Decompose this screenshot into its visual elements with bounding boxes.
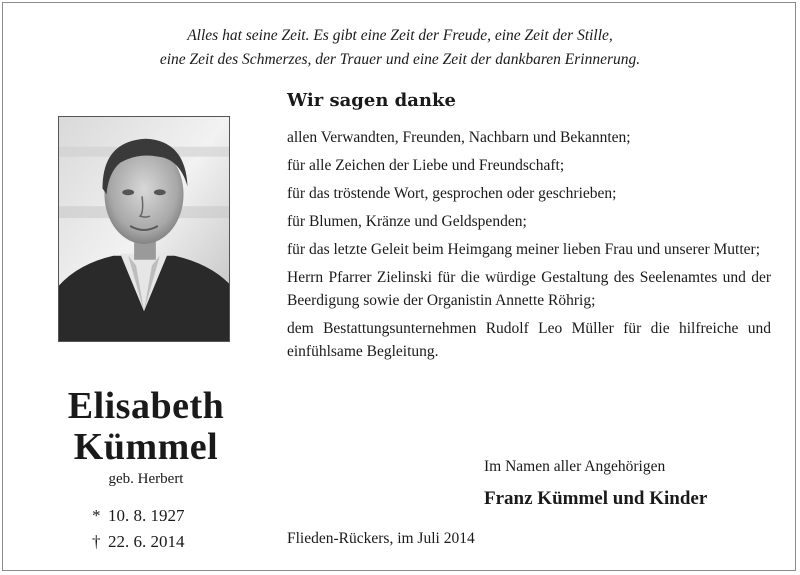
deceased-last-name: Kümmel (73, 426, 219, 468)
birth-name: geb. Herbert (108, 471, 184, 487)
death-date: 22. 6. 2014 (108, 532, 185, 551)
birth-symbol: * (92, 506, 101, 525)
thanks-line: für Blumen, Kränze und Geldspenden; (287, 213, 527, 230)
motto (0, 24, 800, 72)
thanks-heading: Wir sagen danke (287, 90, 456, 111)
portrait-photo (58, 116, 230, 342)
signature: Franz Kümmel und Kinder (484, 488, 708, 509)
thanks-line: für alle Zeichen der Liebe und Freundschaft; (287, 157, 565, 174)
thanks-line: für das letzte Geleit beim Heimgang meiner lieben Frau und unserer Mutter; (287, 241, 761, 258)
thanks-line: Herrn Pfarrer Zielinski für die würdige Gestaltung des Seelenamtes und der Beerdigung sowie der Organistin Annette Röhrig; (287, 269, 771, 309)
on-behalf-text: Im Namen aller Angehörigen (484, 458, 666, 475)
thanks-list (287, 126, 771, 368)
motto-line-2: eine Zeit des Schmerzes, der Trauer und eine Zeit der dankbaren Erinnerung. (159, 51, 641, 68)
death-date-line (92, 532, 185, 552)
motto-line-1: Alles hat seine Zeit. Es gibt eine Zeit der Freude, eine Zeit der Stille, (187, 27, 613, 44)
thanks-line: für das tröstende Wort, gesprochen oder geschrieben; (287, 185, 617, 202)
place-date: Flieden-Rückers, im Juli 2014 (287, 530, 475, 547)
birth-date-line (92, 506, 185, 526)
death-symbol: † (92, 532, 101, 551)
birth-date: 10. 8. 1927 (108, 506, 185, 525)
thanks-line: dem Bestattungsunternehmen Rudolf Leo Müller für die hilfreiche und einfühlsame Begleitung. (287, 320, 771, 360)
deceased-first-name: Elisabeth (67, 385, 225, 427)
thanks-line: allen Verwandten, Freunden, Nachbarn und Bekannten; (287, 129, 631, 146)
